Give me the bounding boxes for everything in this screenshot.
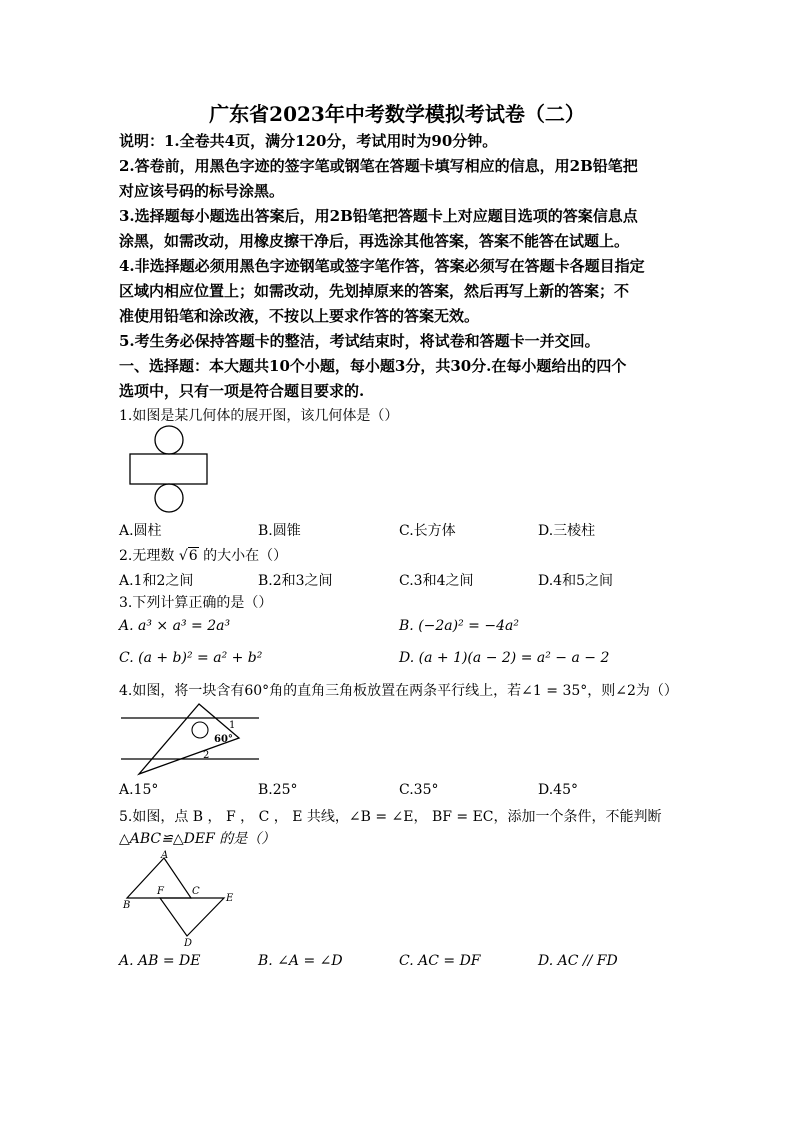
q3-option-d: D. (a + 1)(a − 2) = a² − a − 2 xyxy=(399,650,610,666)
instruction-line: 2.答卷前，用黑色字迹的签字笔或钢笔在答题卡填写相应的信息，用2B铅笔把 xyxy=(119,157,638,175)
section-header: 一、选择题：本大题共10个小题，每小题3分，共30分.在每小题给出的四个 xyxy=(119,357,627,375)
instruction-line: 区域内相应位置上；如需改动，先划掉原来的答案，然后再写上新的答案；不 xyxy=(119,282,630,300)
sqrt-symbol: √ xyxy=(178,548,188,564)
q5-triangles-figure xyxy=(121,850,239,948)
q4-option-a: A.15° xyxy=(119,782,159,798)
q2-stem-suffix: 的大小在（） xyxy=(203,548,288,564)
q2-radicand: 6 xyxy=(188,548,198,564)
q5-point-b: B xyxy=(123,900,131,911)
question-4-stem: 4.如图，将一块含有60°角的直角三角板放置在两条平行线上，若∠1 = 35°，则∠2为（） xyxy=(119,683,678,699)
q4-option-d: D.45° xyxy=(538,782,578,798)
q5-point-d: D xyxy=(184,938,193,949)
question-2-stem xyxy=(119,545,287,565)
q4-parallel-lines-figure xyxy=(121,702,261,776)
q5-option-d: D. AC // FD xyxy=(538,953,618,969)
q3-option-b: B. (−2a)² = −4a² xyxy=(399,618,519,634)
q3-option-a: A. a³ × a³ = 2a³ xyxy=(119,618,231,634)
q1-net-figure xyxy=(121,424,216,516)
q1-option-c: C.长方体 xyxy=(399,523,456,539)
q4-label-2: 2 xyxy=(203,750,210,761)
q5-option-c: C. AC = DF xyxy=(399,953,481,969)
q5-option-a: A. AB = DE xyxy=(119,953,201,969)
question-1-stem: 1.如图是某几何体的展开图，该几何体是（） xyxy=(119,408,399,424)
instruction-line: 对应该号码的标号涂黑。 xyxy=(119,182,285,200)
q5-point-a: A xyxy=(161,850,169,861)
q4-option-c: C.35° xyxy=(399,782,439,798)
q5-point-e: E xyxy=(226,893,234,904)
q1-option-a: A.圆柱 xyxy=(119,523,162,539)
instruction-line: 4.非选择题必须用黑色字迹钢笔或签字笔作答，答案必须写在答题卡各题目指定 xyxy=(119,257,645,275)
q4-angle-label: 60° xyxy=(214,734,233,745)
question-3-stem: 3.下列计算正确的是（） xyxy=(119,595,273,611)
instruction-line: 准使用铅笔和涂改液，不按以上要求作答的答案无效。 xyxy=(119,307,480,325)
q2-option-a: A.1和2之间 xyxy=(119,573,194,589)
q5-option-b: B. ∠A = ∠D xyxy=(258,953,343,969)
q2-option-b: B.2和3之间 xyxy=(258,573,333,589)
q1-option-b: B.圆锥 xyxy=(258,523,301,539)
instruction-line: 涂黑，如需改动，用橡皮擦干净后，再选涂其他答案，答案不能答在试题上。 xyxy=(119,232,630,250)
q2-option-d: D.4和5之间 xyxy=(538,573,613,589)
q4-label-1: 1 xyxy=(229,720,236,731)
q2-option-c: C.3和4之间 xyxy=(399,573,474,589)
q2-stem-prefix: 2.无理数 xyxy=(119,548,175,564)
q4-option-b: B.25° xyxy=(258,782,298,798)
question-5-stem-line2: △ABC≌△DEF 的是（） xyxy=(119,831,276,847)
instruction-line: 3.选择题每小题选出答案后，用2B铅笔把答题卡上对应题目选项的答案信息点 xyxy=(119,207,638,225)
question-5-stem-line1: 5.如图，点 B ， F ， C ， E 共线，∠B = ∠E， BF = EC，添加一个条件，不能判断 xyxy=(119,809,662,825)
q3-option-c: C. (a + b)² = a² + b² xyxy=(119,650,263,666)
section-header: 选项中，只有一项是符合题目要求的. xyxy=(119,382,365,400)
instruction-line: 5.考生务必保持答题卡的整洁，考试结束时，将试卷和答题卡一并交回。 xyxy=(119,332,600,350)
q1-option-d: D.三棱柱 xyxy=(538,523,596,539)
page-title: 广东省2023年中考数学模拟考试卷（二） xyxy=(209,102,585,126)
q5-point-c: C xyxy=(192,886,200,897)
instruction-line: 说明：1.全卷共4页，满分120分，考试用时为90分钟。 xyxy=(119,132,498,150)
q5-point-f: F xyxy=(157,886,164,897)
